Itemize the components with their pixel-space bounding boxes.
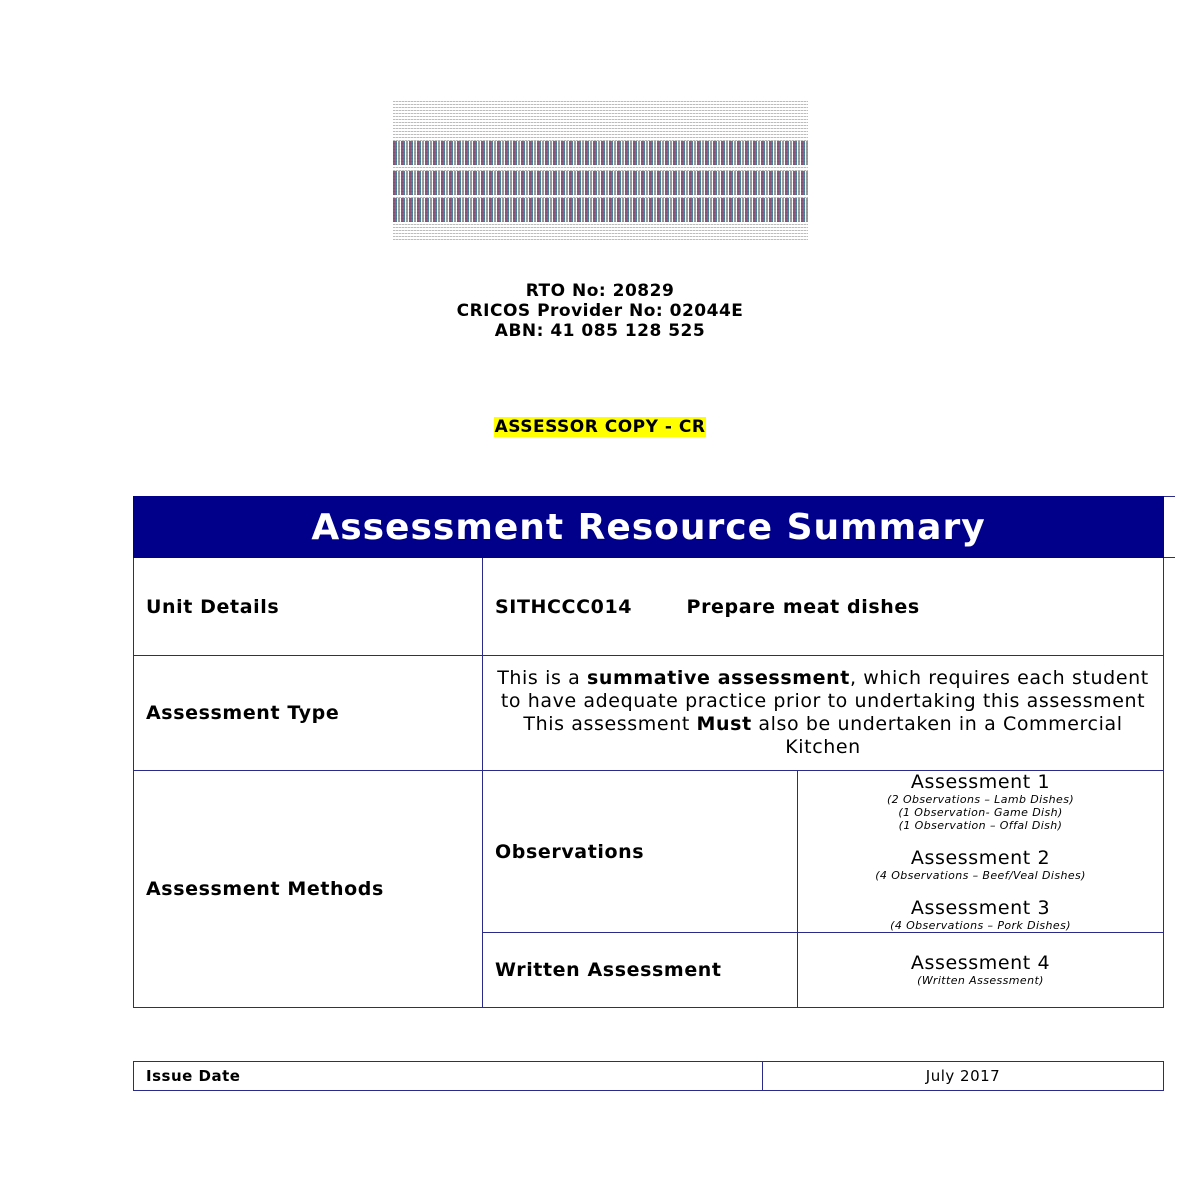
summary-title: Assessment Resource Summary [134,497,1164,558]
assessment-summary-table [133,496,1164,1008]
observation-assessments [798,771,1164,933]
issue-date-table [133,1061,1164,1091]
type-text: also be undertaken in a Commercial Kitchen [751,713,1123,758]
assessment-type-description [483,656,1164,771]
cricos-number: CRICOS Provider No: 02044E [456,301,744,321]
written-assessment [798,933,1164,1008]
type-text: , which requires each student to have adequate practice prior to undertaking this assessment [500,667,1149,712]
assessment-item [806,772,1155,832]
issue-date-value: July 2017 [763,1062,1164,1091]
assessment-type-label: Assessment Type [134,656,483,771]
assessment-title: Assessment 1 [910,770,1051,793]
issue-date-label: Issue Date [134,1062,763,1091]
abn-number: ABN: 41 085 128 525 [494,321,706,341]
written-assessment-label: Written Assessment [483,933,798,1008]
observations-label: Observations [483,771,798,933]
assessment-note: (1 Observation – Offal Dish) [898,818,1063,832]
assessment-title: Assessment 3 [910,896,1051,919]
assessor-copy-banner [0,417,1200,437]
assessment-item [806,848,1155,882]
provider-details [0,281,1200,341]
rto-number: RTO No: 20829 [525,281,675,301]
unit-details-label: Unit Details [134,558,483,656]
organisation-logo [393,101,808,240]
type-text: This assessment [523,713,697,735]
type-emphasis: Must [696,713,752,735]
assessor-copy-label: ASSESSOR COPY - CR [494,417,706,437]
table-edge-mark [1163,557,1175,558]
assessment-note: (2 Observations – Lamb Dishes) [886,792,1075,806]
assessment-item [806,898,1155,932]
type-text: This is a [497,667,587,689]
type-emphasis: summative assessment [586,667,850,689]
assessment-note: (1 Observation- Game Dish) [898,805,1063,819]
assessment-note: (Written Assessment) [917,974,1044,987]
unit-code: SITHCCC014 [495,595,633,618]
assessment-methods-label: Assessment Methods [134,771,483,1008]
unit-name: Prepare meat dishes [686,595,920,618]
assessment-title: Assessment 4 [910,952,1051,974]
assessment-note: (4 Observations – Beef/Veal Dishes) [875,868,1086,882]
table-edge-mark [1163,496,1175,497]
assessment-title: Assessment 2 [910,846,1051,869]
assessment-note: (4 Observations – Pork Dishes) [890,918,1071,932]
unit-details-value [483,558,1164,656]
